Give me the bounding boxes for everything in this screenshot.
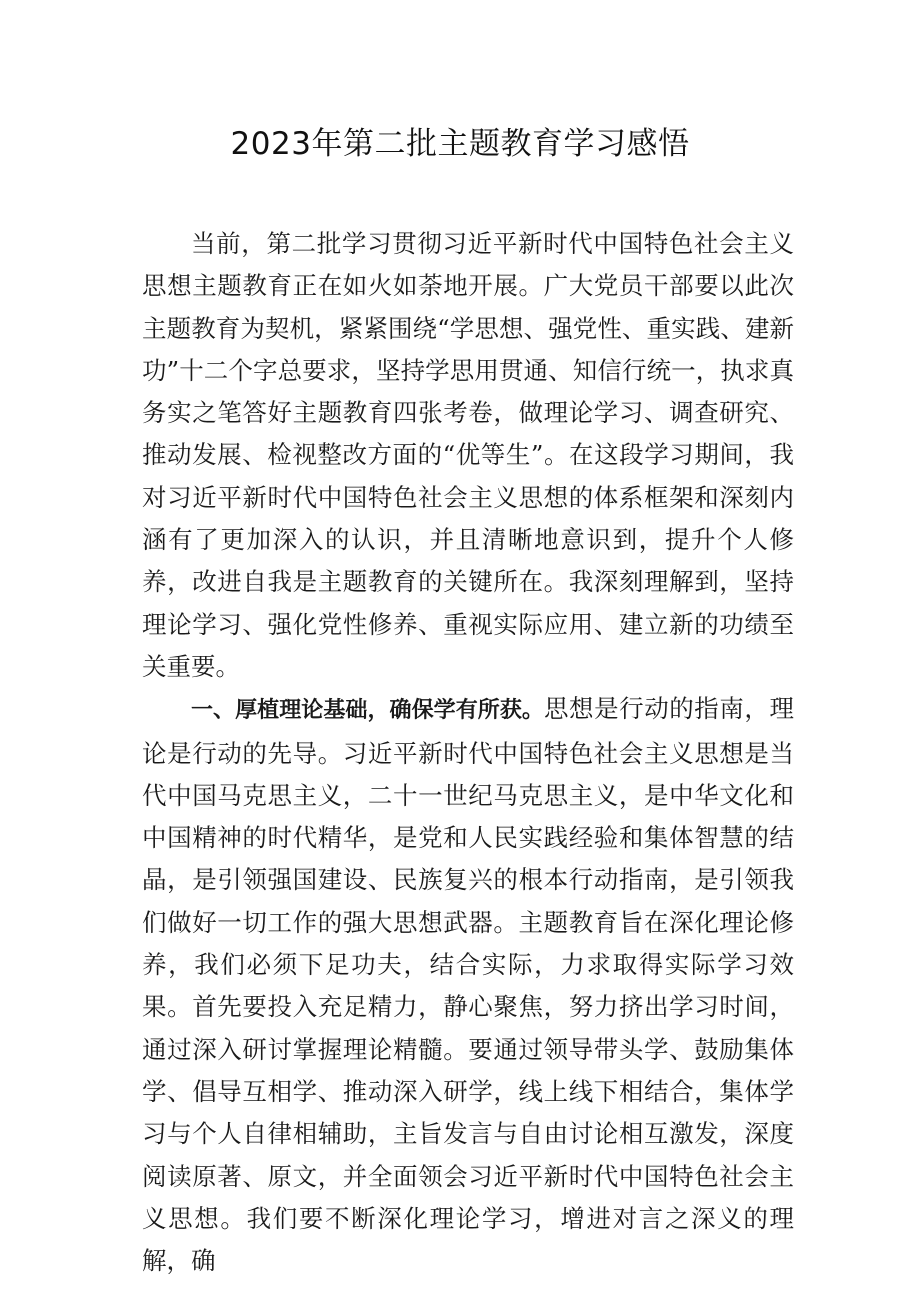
section-1-text: 思想是行动的指南，理论是行动的先导。习近平新时代中国特色社会主义思想是当代中国马克思主义，二十一世纪马克思主义，是中华文化和中国精神的时代精华，是党和人民实践经验和集体智慧的结晶，是引领强国建设、民族复兴的根本行动指南，是引领我们做好一切工作的强大思想武器。主题教育旨在深化理论修养，我们必须下足功夫，结合实际，力求取得实际学习效果。首先要投入充足精力，静心聚焦，努力挤出学习时间，通过深入研讨掌握理论精髓。要通过领导带头学、鼓励集体学、倡导互相学、推动深入研学，线上线下相结合，集体学习与个人自律相辅助，主旨发言与自由讨论相互激发，深度阅读原著、原文，并全面领会习近平新时代中国特色社会主义思想。我们要不断深化理论学习，增进对言之深义的理解，确 — [142, 694, 794, 1276]
section-1-heading: 一、厚植理论基础，确保学有所获。 — [191, 698, 544, 724]
document-body — [142, 223, 794, 1282]
document-title: 2023年第二批主题教育学习感悟 — [230, 126, 690, 162]
paragraph-intro-text: 当前，第二批学习贯彻习近平新时代中国特色社会主义思想主题教育正在如火如荼地开展。广大党员干部要以此次主题教育为契机，紧紧围绕“学思想、强党性、重实践、建新功”十二个字总要求，坚持学思用贯通、知信行统一，执求真务实之笔答好主题教育四张考卷，做理论学习、调查研究、推动发展、检视整改方面的“优等生”。在这段学习期间，我对习近平新时代中国特色社会主义思想的体系框架和深刻内涵有了更加深入的认识，并且清晰地意识到，提升个人修养，改进自我是主题教育的关键所在。我深刻理解到，坚持理论学习、强化党性修养、重视实际应用、建立新的功绩至关重要。 — [142, 229, 794, 681]
paragraph-intro — [142, 223, 794, 688]
paragraph-section-1 — [142, 688, 794, 1282]
